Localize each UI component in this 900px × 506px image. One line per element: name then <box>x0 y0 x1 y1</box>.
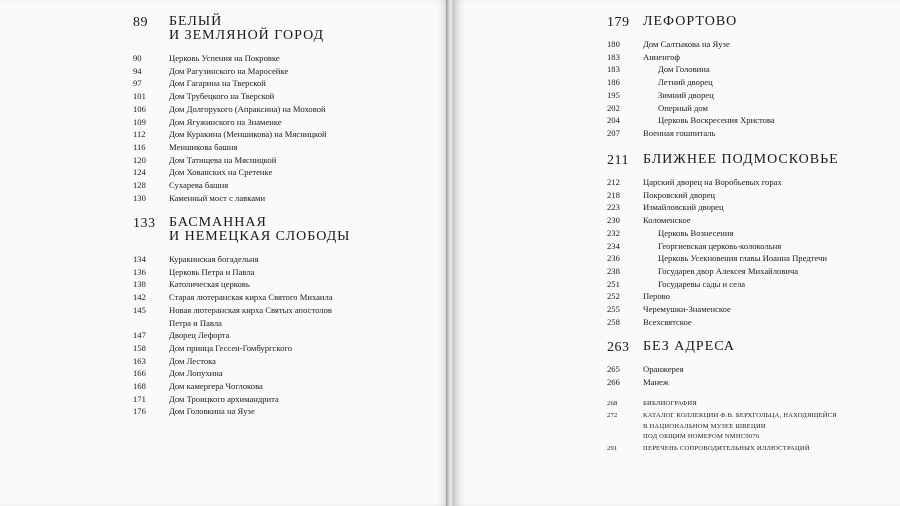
entry-title <box>643 444 837 454</box>
entry-title: Георгиевская церковь-колокольня <box>658 240 782 251</box>
toc-entry[interactable] <box>133 342 350 355</box>
toc-entry[interactable] <box>133 166 327 179</box>
entry-title: Оранжерея <box>643 364 684 374</box>
entry-title: Царский дворец на Воробьевых горах <box>643 177 782 187</box>
entry-page-number: 266 <box>607 376 620 387</box>
section-heading <box>133 15 327 43</box>
entry-page-number: 232 <box>607 227 620 238</box>
entry-title <box>643 411 837 442</box>
entry-page-number: 145 <box>133 304 146 315</box>
section-title <box>643 15 775 29</box>
section-page-number: 133 <box>133 216 156 231</box>
section-title <box>169 15 327 43</box>
toc-entry[interactable] <box>607 127 775 140</box>
section-heading <box>607 340 735 354</box>
section-title-line: БЕЛЫЙ <box>169 14 223 29</box>
entry-page-number: 120 <box>133 154 146 165</box>
section-heading <box>607 153 839 167</box>
toc-entry[interactable] <box>607 214 839 227</box>
section-title-line: ЛЕФОРТОВО <box>643 14 738 29</box>
entry-title-line: БИБЛИОГРАФИЯ <box>643 400 697 407</box>
toc-section-bely-gorod <box>133 15 327 204</box>
entry-page-number: 128 <box>133 180 146 191</box>
toc-subentry[interactable] <box>607 278 839 291</box>
entry-title: Коломенское <box>643 215 691 226</box>
toc-entry[interactable] <box>133 179 327 192</box>
entry-title: Покровский дворец <box>643 189 715 200</box>
toc-entry[interactable] <box>133 393 350 406</box>
toc-entry[interactable] <box>133 154 327 167</box>
entry-page-number: 268 <box>607 400 618 407</box>
entry-title <box>643 399 837 409</box>
entry-page-number: 163 <box>133 355 146 366</box>
appendix-entry[interactable] <box>607 411 837 442</box>
toc-entry[interactable] <box>133 192 327 205</box>
section-title-line: БЕЗ АДРЕСА <box>643 339 736 354</box>
book-gutter <box>446 0 454 506</box>
entry-page-number: 109 <box>133 116 146 127</box>
entry-page-number: 130 <box>133 192 146 203</box>
entry-page-number: 265 <box>607 364 620 374</box>
toc-appendix <box>607 399 837 454</box>
toc-entry[interactable] <box>133 304 350 329</box>
entry-title: Старая лютеранская кирха Святого Михаила <box>169 292 333 303</box>
right-page <box>454 0 900 506</box>
entry-title: Дом Татищева на Мясницкой <box>169 154 277 165</box>
entry-list <box>607 38 775 140</box>
entry-page-number: 272 <box>607 412 618 420</box>
entry-title: Дом Головина <box>658 64 710 75</box>
entry-title: Государевы сады и села <box>658 278 746 289</box>
entry-page-number: 202 <box>607 102 620 113</box>
toc-entry[interactable] <box>607 303 839 316</box>
entry-page-number: 204 <box>607 115 620 126</box>
entry-page-number: 168 <box>133 381 146 392</box>
entry-page-number: 136 <box>133 266 146 277</box>
toc-entry[interactable] <box>133 116 327 129</box>
toc-entry[interactable] <box>133 380 350 393</box>
section-title-line: БЛИЖНЕЕ ПОДМОСКОВЬЕ <box>643 152 839 167</box>
toc-entry[interactable] <box>133 65 327 78</box>
toc-entry[interactable] <box>133 77 327 90</box>
left-page <box>0 0 446 506</box>
entry-title: Черемушки-Знаменское <box>643 304 731 315</box>
entry-page-number: 183 <box>607 51 620 62</box>
entry-title <box>169 304 350 329</box>
appendix-entry[interactable] <box>607 399 837 409</box>
entry-title: Дом Ягужинского на Знаменке <box>169 116 282 127</box>
toc-entry[interactable] <box>133 253 350 266</box>
toc-entry[interactable] <box>133 103 327 116</box>
entry-page-number: 195 <box>607 89 620 100</box>
entry-page-number: 94 <box>133 65 142 76</box>
entry-page-number: 234 <box>607 240 620 251</box>
entry-page-number: 255 <box>607 304 620 315</box>
entry-title: Церковь Успения на Покровке <box>169 53 280 63</box>
entry-title: Церковь Вознесения <box>658 227 734 238</box>
entry-title-line: В НАЦИОНАЛЬНОМ МУЗЕЕ ШВЕЦИИ <box>643 422 766 430</box>
entry-title: Сухарева башня <box>169 180 229 191</box>
toc-entry[interactable] <box>133 90 327 103</box>
toc-subentry[interactable] <box>607 114 775 127</box>
section-heading <box>607 15 775 29</box>
toc-section-lefortovo <box>607 15 775 140</box>
entry-page-number: 134 <box>133 254 146 264</box>
entry-title-line: КАТАЛОГ КОЛЛЕКЦИИ Ф.В. БЕРХГОЛЬЦА, НАХОДЯЩЕЙСЯ <box>643 412 837 420</box>
entry-page-number: 223 <box>607 202 620 213</box>
entry-page-number: 158 <box>133 342 146 353</box>
entry-list <box>133 253 350 418</box>
entry-title: Измайловский дворец <box>643 202 724 213</box>
toc-entry[interactable] <box>133 141 327 154</box>
entry-list <box>607 176 839 328</box>
section-page-number: 89 <box>133 15 148 30</box>
entry-title: Анненгоф <box>643 51 680 62</box>
entry-title-line: Новая лютеранская кирха Святых апостолов <box>169 304 332 315</box>
entry-page-number: 258 <box>607 316 620 327</box>
entry-title: Дом Головкина на Яузе <box>169 406 255 417</box>
toc-entry[interactable] <box>607 363 735 376</box>
toc-entry[interactable] <box>133 128 327 141</box>
toc-entry[interactable] <box>133 52 327 65</box>
entry-title: Каменный мост с лавками <box>169 192 266 203</box>
toc-section-basmannaya <box>133 216 350 418</box>
toc-entry[interactable] <box>607 290 839 303</box>
entry-page-number: 176 <box>133 406 146 417</box>
entry-title: Дом Хованских на Сретенке <box>169 167 273 178</box>
section-page-number: 211 <box>607 153 629 168</box>
entry-page-number: 183 <box>607 64 620 75</box>
toc-entry[interactable] <box>607 51 775 64</box>
entry-title: Летний дворец <box>658 77 713 88</box>
entry-page-number: 291 <box>607 445 618 453</box>
toc-entry[interactable] <box>607 201 839 214</box>
entry-page-number: 116 <box>133 141 146 152</box>
entry-title: Всехсвятское <box>643 316 692 327</box>
entry-page-number: 180 <box>607 39 620 49</box>
entry-title: Перово <box>643 291 670 302</box>
entry-page-number: 218 <box>607 189 620 200</box>
toc-section-bez-adresa <box>607 340 735 388</box>
section-title-line: И НЕМЕЦКАЯ СЛОБОДЫ <box>169 229 351 244</box>
toc-entry[interactable] <box>607 176 839 189</box>
entry-page-number: 106 <box>133 103 146 114</box>
entry-title: Дом Салтыкова на Яузе <box>643 39 730 49</box>
entry-page-number: 212 <box>607 177 620 187</box>
entry-page-number: 90 <box>133 53 142 63</box>
toc-section-podmoskovye <box>607 153 839 328</box>
entry-page-number: 147 <box>133 330 146 341</box>
entry-list <box>607 363 735 388</box>
entry-title: Дом Гагарина на Тверской <box>169 78 266 89</box>
entry-page-number: 236 <box>607 253 620 264</box>
entry-title: Государев двор Алексея Михайловича <box>658 265 799 276</box>
toc-entry[interactable] <box>133 278 350 291</box>
entry-title: Оперный дом <box>658 102 708 113</box>
entry-title: Дом принца Гессен-Гомбургского <box>169 342 292 353</box>
section-title <box>643 153 839 167</box>
entry-page-number: 101 <box>133 91 146 102</box>
toc-entry[interactable] <box>607 376 735 389</box>
section-title <box>643 340 735 354</box>
entry-page-number: 97 <box>133 78 142 89</box>
entry-title: Дом Лестока <box>169 355 216 366</box>
toc-subentry[interactable] <box>607 76 775 89</box>
entry-page-number: 142 <box>133 292 146 303</box>
entry-page-number: 251 <box>607 278 620 289</box>
entry-page-number: 112 <box>133 129 146 140</box>
entry-title: Церковь Усекновения главы Иоанна Предтечи <box>658 253 827 264</box>
entry-title: Дом Лопухина <box>169 368 223 379</box>
toc-entry[interactable] <box>133 291 350 304</box>
toc-entry[interactable] <box>133 329 350 342</box>
entry-title: Дом Трубецкого на Тверской <box>169 91 275 102</box>
entry-title: Куракинская богадельня <box>169 254 259 264</box>
toc-entry[interactable] <box>607 189 839 202</box>
entry-list <box>133 52 327 204</box>
entry-title: Манеж <box>643 376 669 387</box>
section-title <box>169 216 350 244</box>
toc-entry[interactable] <box>133 367 350 380</box>
entry-title-line: Петра и Павла <box>169 317 222 328</box>
toc-entry[interactable] <box>133 355 350 368</box>
toc-subentry[interactable] <box>607 252 839 265</box>
appendix-entry[interactable] <box>607 444 837 454</box>
entry-page-number: 207 <box>607 127 620 138</box>
section-page-number: 263 <box>607 340 630 355</box>
toc-subentry[interactable] <box>607 227 839 240</box>
section-page-number: 179 <box>607 15 630 30</box>
toc-entry[interactable] <box>133 405 350 418</box>
entry-title: Дом камергера Чоглокова <box>169 381 263 392</box>
entry-title: Дом Троицкого архимандрита <box>169 393 279 404</box>
entry-title: Меншикова башня <box>169 141 238 152</box>
section-title-line: БАСМАННАЯ <box>169 215 267 230</box>
entry-title-line: ПОД ОБЩИМ НОМЕРОМ NMHC9076 <box>643 432 760 440</box>
entry-page-number: 124 <box>133 167 146 178</box>
toc-entry[interactable] <box>607 38 775 51</box>
toc-entry[interactable] <box>607 316 839 329</box>
entry-title: Дом Рагузинского на Маросейке <box>169 65 289 76</box>
toc-entry[interactable] <box>133 266 350 279</box>
toc-subentry[interactable] <box>607 102 775 115</box>
toc-subentry[interactable] <box>607 265 839 278</box>
entry-title: Церковь Воскресения Христова <box>658 115 775 126</box>
section-title-line: И ЗЕМЛЯНОЙ ГОРОД <box>169 28 325 43</box>
entry-page-number: 230 <box>607 215 620 226</box>
toc-subentry[interactable] <box>607 89 775 102</box>
entry-title: Военная гошпиталь <box>643 127 716 138</box>
entry-title: Церковь Петра и Павла <box>169 266 255 277</box>
entry-page-number: 238 <box>607 265 620 276</box>
entry-title-line: ПЕРЕЧЕНЬ СОПРОВОДИТЕЛЬНЫХ ИЛЛЮСТРАЦИЙ <box>643 445 810 453</box>
entry-page-number: 252 <box>607 291 620 302</box>
toc-subentry[interactable] <box>607 240 839 253</box>
entry-page-number: 166 <box>133 368 146 379</box>
entry-title: Зимний дворец <box>658 89 714 100</box>
entry-title: Дом Куракина (Меншикова) на Мясницкой <box>169 129 327 140</box>
toc-subentry[interactable] <box>607 63 775 76</box>
entry-title: Дом Долгорукого (Апраксина) на Моховой <box>169 103 326 114</box>
section-heading <box>133 216 350 244</box>
entry-title: Католическая церковь <box>169 279 250 290</box>
entry-title: Дворец Лефорта <box>169 330 230 341</box>
entry-page-number: 138 <box>133 279 146 290</box>
entry-page-number: 186 <box>607 77 620 88</box>
entry-page-number: 171 <box>133 393 146 404</box>
